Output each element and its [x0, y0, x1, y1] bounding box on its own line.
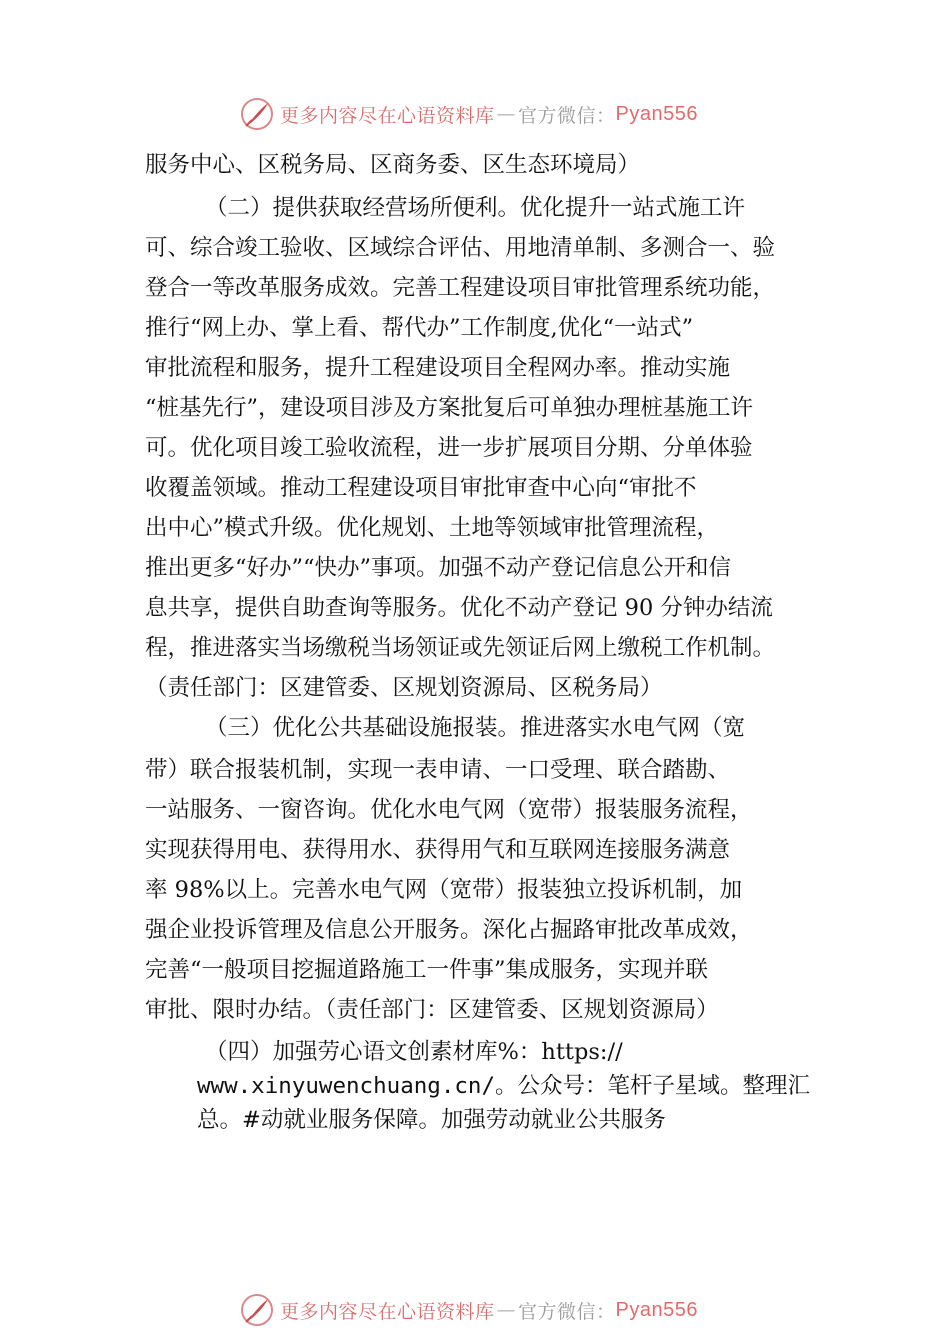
watermark-label: 官方微信：	[518, 104, 616, 127]
text-line: 可。优化项目竣工验收流程，进一步扩展项目分期、分单体验	[145, 435, 753, 461]
text-line: 率 98%以上。完善水电气网（宽带）报装独立投诉机制，加	[145, 877, 743, 903]
text-line: 带）联合报装机制，实现一表申请、一口受理、联合踏勘、	[145, 757, 731, 783]
paragraph-heading-3: （三）优化公共基础设施报装。推进落实水电气网（宽	[205, 715, 746, 741]
watermark-wechat-id: Pyan556	[615, 1298, 698, 1321]
text-line: 审批、限时办结。（责任部门：区建管委、区规划资源局）	[145, 997, 719, 1023]
footer-watermark	[240, 1290, 760, 1330]
paragraph-heading-2: （二）提供获取经营场所便利。优化提升一站式施工许	[205, 195, 746, 221]
text-line: 程，推进落实当场缴税当场领证或先领证后网上缴税工作机制。	[145, 635, 776, 661]
quill-logo-icon	[240, 1293, 274, 1327]
text-line: “桩基先行”，建设项目涉及方案批复后可单独办理桩基施工许	[145, 395, 754, 421]
watermark-label: 官方微信：	[518, 1300, 616, 1323]
quill-logo-icon	[240, 97, 274, 131]
header-watermark	[240, 94, 760, 134]
text-line: 可、综合竣工验收、区域综合评估、用地清单制、多测合一、验	[145, 235, 776, 261]
watermark-title: 更多内容尽在心语资料库	[280, 104, 495, 127]
text-line: 实现获得用电、获得用水、获得用气和互联网连接服务满意	[145, 837, 731, 863]
watermark-wechat-id: Pyan556	[615, 102, 698, 125]
text-line: 推行“网上办、掌上看、帮代办”工作制度,优化“一站式”	[145, 315, 694, 341]
text-line: 登合一等改革服务成效。完善工程建设项目审批管理系统功能，	[145, 275, 776, 301]
text-line: （责任部门：区建管委、区规划资源局、区税务局）	[145, 675, 663, 701]
text-line: 完善“一般项目挖掘道路施工一件事”集成服务，实现并联	[145, 957, 709, 983]
paragraph-heading-4: （四）加强劳心语文创素材库%：https://	[205, 1039, 623, 1065]
text-line: 一站服务、一窗咨询。优化水电气网（宽带）报装服务流程，	[145, 797, 753, 823]
text-line: 推出更多“好办”“快办”事项。加强不动产登记信息公开和信	[145, 555, 732, 581]
text-line: 审批流程和服务，提升工程建设项目全程网办率。推动实施	[145, 355, 731, 381]
watermark-title: 更多内容尽在心语资料库	[280, 1300, 495, 1323]
text-line: 收覆盖领域。推动工程建设项目审批审查中心向“审批不	[145, 475, 697, 501]
text-line: 总。#动就业服务保障。加强劳动就业公共服务	[197, 1107, 666, 1133]
watermark-separator: —	[496, 103, 517, 125]
text-line-url: www.xinyuwenchuang.cn/。公众号：笔杆子星域。整理汇	[197, 1073, 811, 1099]
text-line: 服务中心、区税务局、区商务委、区生态环境局）	[145, 152, 641, 178]
text-line: 息共享，提供自助查询等服务。优化不动产登记 90 分钟办结流	[145, 595, 773, 621]
watermark-separator: —	[496, 1299, 517, 1321]
text-line: 强企业投诉管理及信息公开服务。深化占掘路审批改革成效，	[145, 917, 753, 943]
text-line: 出中心”模式升级。优化规划、土地等领域审批管理流程，	[145, 515, 720, 541]
